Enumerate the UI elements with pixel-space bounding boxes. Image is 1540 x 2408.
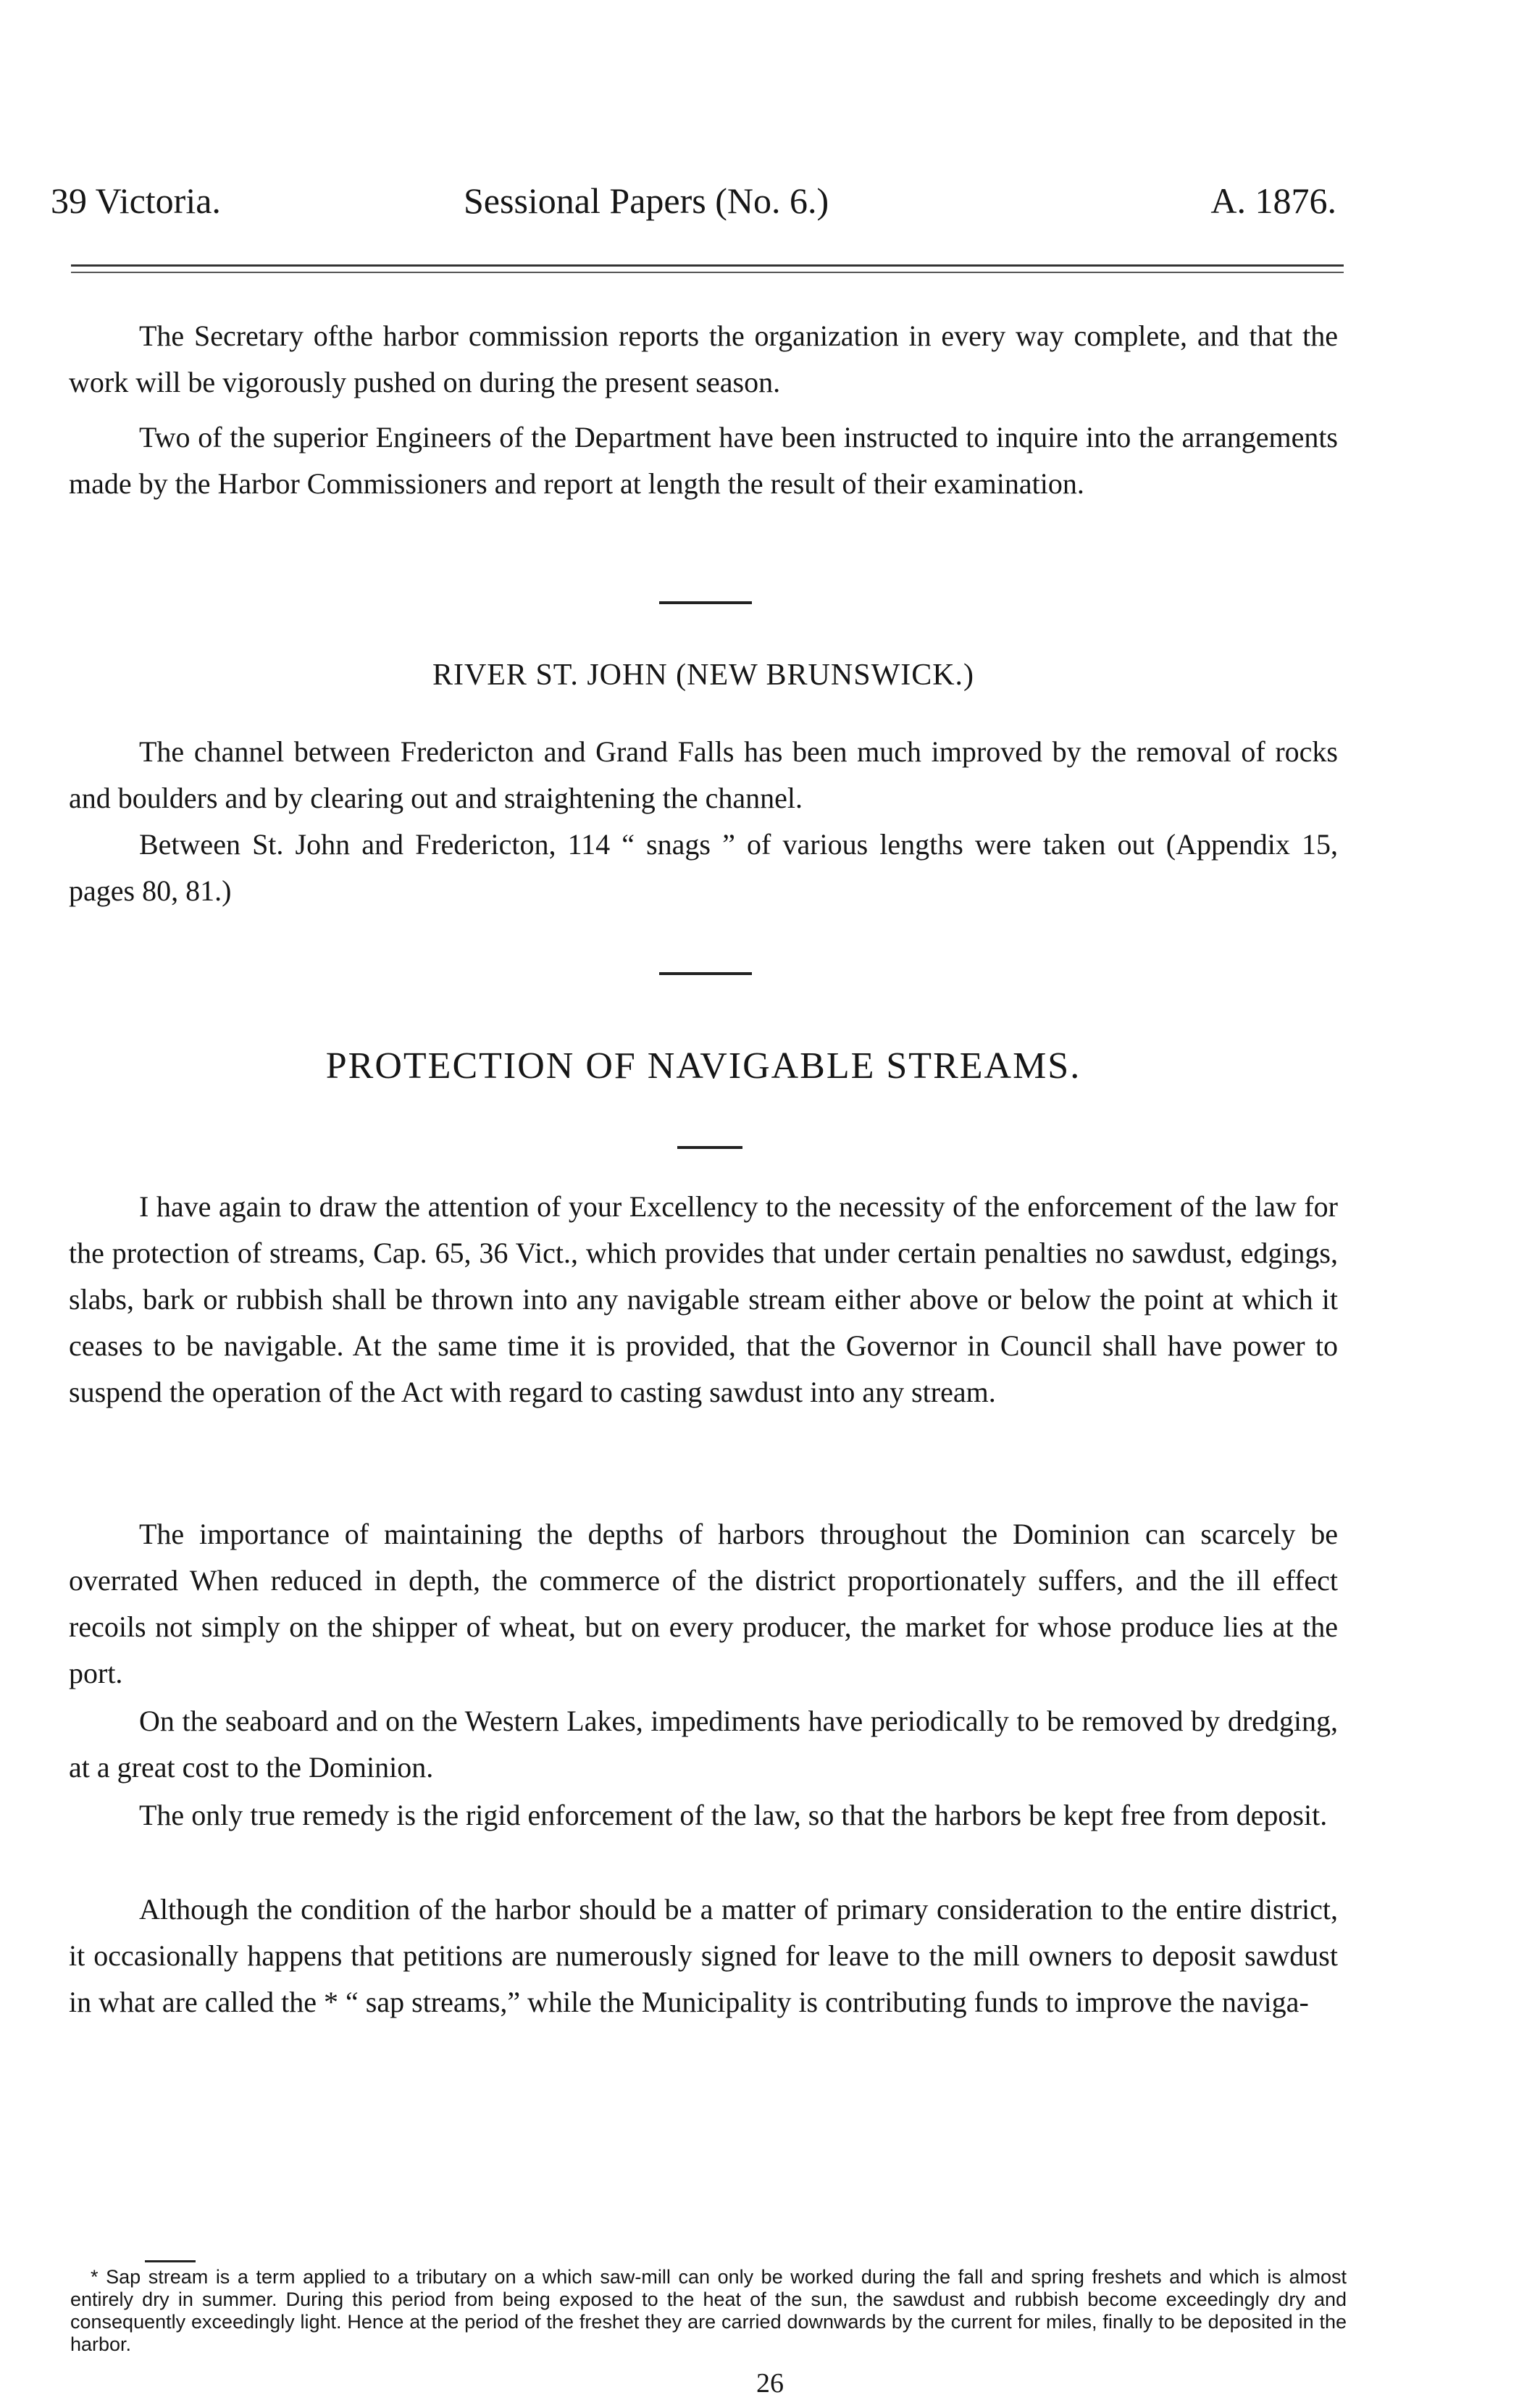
running-header (51, 168, 1336, 233)
section-divider-2 (659, 972, 752, 975)
page-number: 26 (756, 2368, 784, 2399)
river-paragraph-1: The channel between Fredericton and Grand Falls has been much improved by the removal of rocks and boulders and by clearing out and straightening the channel. (69, 735, 1338, 814)
header-volume: 39 Victoria. (51, 180, 221, 221)
header-double-rule (71, 264, 1344, 273)
protection-paragraph-4: The only true remedy is the rigid enforcement of the law, so that the harbors be kept free from deposit. (139, 1799, 1328, 1831)
header-title: Sessional Papers (No. 6.) (464, 180, 829, 221)
intro-paragraph-1: The Secretary ofthe harbor commission reports the organization in every way complete, and that the work will be vigorously pushed on during the present season. (69, 319, 1338, 398)
river-st-john-heading: RIVER ST. JOHN (NEW BRUNSWICK.) (432, 659, 975, 692)
protection-paragraph-3: On the seaboard and on the Western Lakes, impediments have periodically to be removed by dredging, at a great cost to the Dominion. (69, 1705, 1338, 1784)
protection-paragraph-2: The importance of maintaining the depths of harbors throughout the Dominion can scarcely be overrated When reduced in depth, the commerce of the district proportionately suffers, and the ill effect recoils not simply on the shipper of wheat, but on every producer, the market for whose produce lies at the port. (69, 1518, 1338, 1689)
header-year: A. 1876. (1210, 180, 1336, 221)
section-divider-3 (677, 1146, 742, 1149)
protection-paragraph-1: I have again to draw the attention of your Excellency to the necessity of the enforcement of the law for the protection of streams, Cap. 65, 36 Vict., which provides that under certain penalties no sawdust, edgings, slabs, bark or rubbish shall be thrown into any navigable stream either above or below the point at which it ceases to be navigable. At the same time it is provided, that the Governor in Council shall have power to suspend the operation of the Act with regard to casting sawdust into any stream. (69, 1190, 1338, 1408)
footnote-rule (145, 2260, 196, 2262)
section-divider-1 (659, 601, 752, 604)
protection-paragraph-5: Although the condition of the harbor should be a matter of primary consideration to the entire district, it occasionally happens that petitions are numerously signed for leave to the mill owners to deposit sawdust in what are called the * “ sap streams,” while the Municipality is contributing funds to improve the naviga- (69, 1893, 1338, 2018)
footnote: * Sap stream is a term applied to a tributary on a which saw-mill can only be worked during the fall and spring freshets and which is almost entirely dry in summer. During this period from being exposed to the heat of the sun, the sawdust and rubbish become exceedingly dry and consequently exceedingly light. Hence at the period of the freshet they are carried downwards by the current for miles, finally to be deposited in the harbor. (70, 2266, 1347, 2355)
intro-paragraph-2: Two of the superior Engineers of the Department have been instructed to inquire into the arrangements made by the Harbor Commissioners and report at length the result of their examination. (69, 421, 1338, 500)
protection-heading: PROTECTION OF NAVIGABLE STREAMS. (325, 1045, 1081, 1087)
river-paragraph-2: Between St. John and Fredericton, 114 “ snags ” of various lengths were taken out (Appendix 15, pages 80, 81.) (69, 828, 1338, 907)
